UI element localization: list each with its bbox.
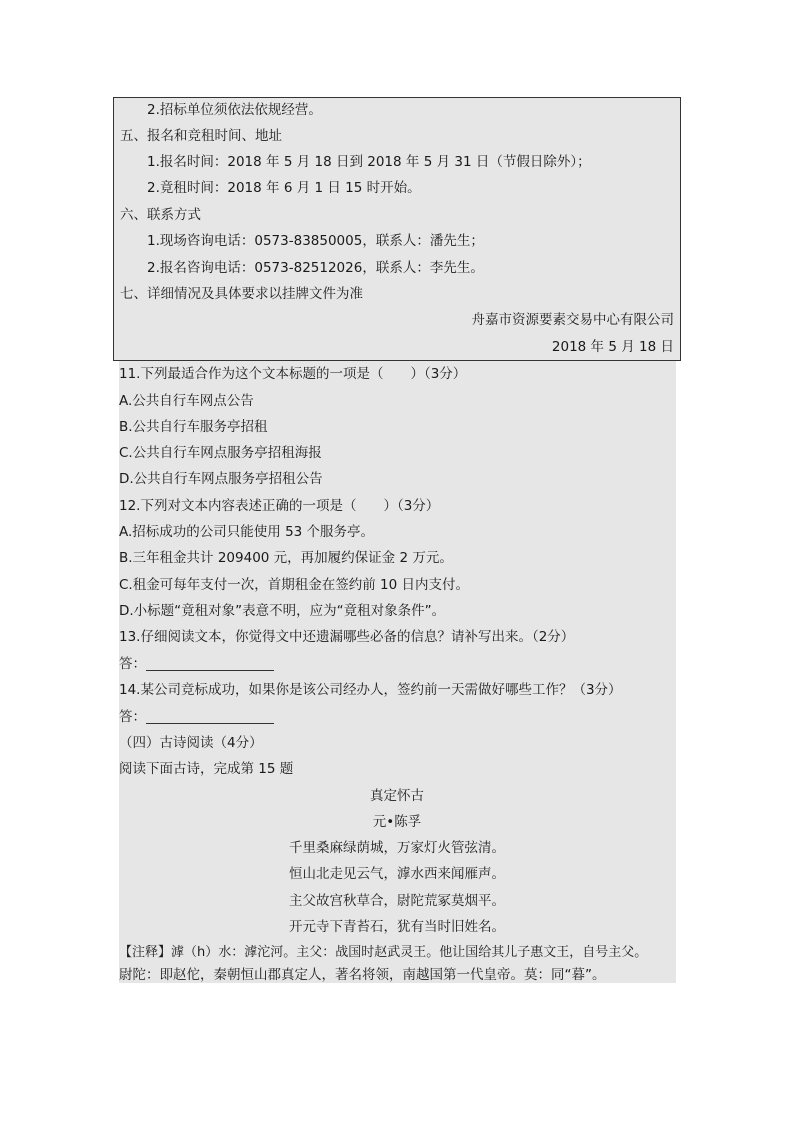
question-13: 13.仔细阅读文本，你觉得文中还遗漏哪些必备的信息？请补写出来。（2分） bbox=[119, 629, 575, 645]
poem-title: 真定怀古 bbox=[370, 788, 424, 804]
answer-label: 答： bbox=[119, 709, 146, 725]
issue-date: 2018 年 5 月 18 日 bbox=[551, 339, 674, 355]
q12-option-b: B.三年租金共计 209400 元，再加履约保证金 2 万元。 bbox=[119, 550, 453, 566]
answer-label: 答： bbox=[119, 656, 146, 672]
q12-option-d: D.小标题“竟租对象”表意不明，应为“竟租对象条件”。 bbox=[119, 603, 446, 619]
answer-blank[interactable] bbox=[146, 656, 274, 671]
poem-line: 恒山北走见云气，滹水西来闻雁声。 bbox=[289, 866, 505, 882]
section-6-heading: 六、联系方式 bbox=[120, 207, 201, 223]
section-5-item-2: 2.竟租时间：2018 年 6 月 1 日 15 时开始。 bbox=[147, 180, 421, 196]
poem-author: 元•陈孚 bbox=[372, 814, 422, 830]
q14-answer-line bbox=[119, 707, 274, 727]
poem-section-heading: （四）古诗阅读（4分） bbox=[119, 735, 263, 751]
poem-line: 主父故宫秋草合，尉陀荒冢莫烟平。 bbox=[289, 893, 505, 909]
question-14: 14.某公司竞标成功，如果你是该公司经办人，签约前一天需做好哪些工作？（3分） bbox=[119, 682, 622, 698]
poem-note-2: 尉陀：即赵佗，秦朝恒山郡真定人，著名将领，南越国第一代皇帝。莫：同“暮”。 bbox=[119, 967, 606, 983]
q11-option-b: B.公共自行车服务亭招租 bbox=[119, 419, 268, 435]
section-6-item-1: 1.现场咨询电话：0573-83850005，联系人：潘先生； bbox=[147, 233, 484, 249]
q12-option-c: C.租金可每年支付一次，首期租金在签约前 10 日内支付。 bbox=[119, 577, 469, 593]
section-7-heading: 七、详细情况及具体要求以挂牌文件为准 bbox=[120, 286, 363, 302]
q12-option-a: A.招标成功的公司只能使用 53 个服务亭。 bbox=[119, 524, 375, 540]
section-5-heading: 五、报名和竞租时间、地址 bbox=[120, 128, 282, 144]
q11-option-a: A.公共自行车网点公告 bbox=[119, 393, 254, 409]
issuer-name: 舟嘉市资源要素交易中心有限公司 bbox=[471, 312, 674, 328]
section-6-item-2: 2.报名咨询电话：0573-82512026，联系人：李先生。 bbox=[147, 260, 484, 276]
answer-blank[interactable] bbox=[146, 709, 274, 724]
q13-answer-line bbox=[119, 654, 274, 674]
poem-instruction: 阅读下面古诗，完成第 15 题 bbox=[119, 761, 294, 777]
q11-option-d: D.公共自行车网点服务亭招租公告 bbox=[119, 471, 323, 487]
q11-option-c: C.公共自行车网点服务亭招租海报 bbox=[119, 445, 322, 461]
poem-note-1: 【注释】滹（h）水：滹沱河。主父：战国时赵武灵王。他让国给其儿子惠文王，自号主父。 bbox=[119, 945, 648, 960]
notice-item-2-2: 2.招标单位须依法依规经营。 bbox=[147, 102, 322, 118]
poem-line: 开元寺下青苔石，犹有当时旧姓名。 bbox=[289, 919, 505, 935]
question-12: 12.下列对文本内容表述正确的一项是（ ）（3分） bbox=[119, 498, 440, 514]
section-5-item-1: 1.报名时间：2018 年 5 月 18 日到 2018 年 5 月 31 日（节假日除外）； bbox=[147, 154, 591, 170]
poem-line: 千里桑麻绿荫城，万家灯火管弦清。 bbox=[289, 840, 505, 856]
question-11: 11.下列最适合作为这个文本标题的一项是（ ）（3分） bbox=[119, 366, 467, 382]
